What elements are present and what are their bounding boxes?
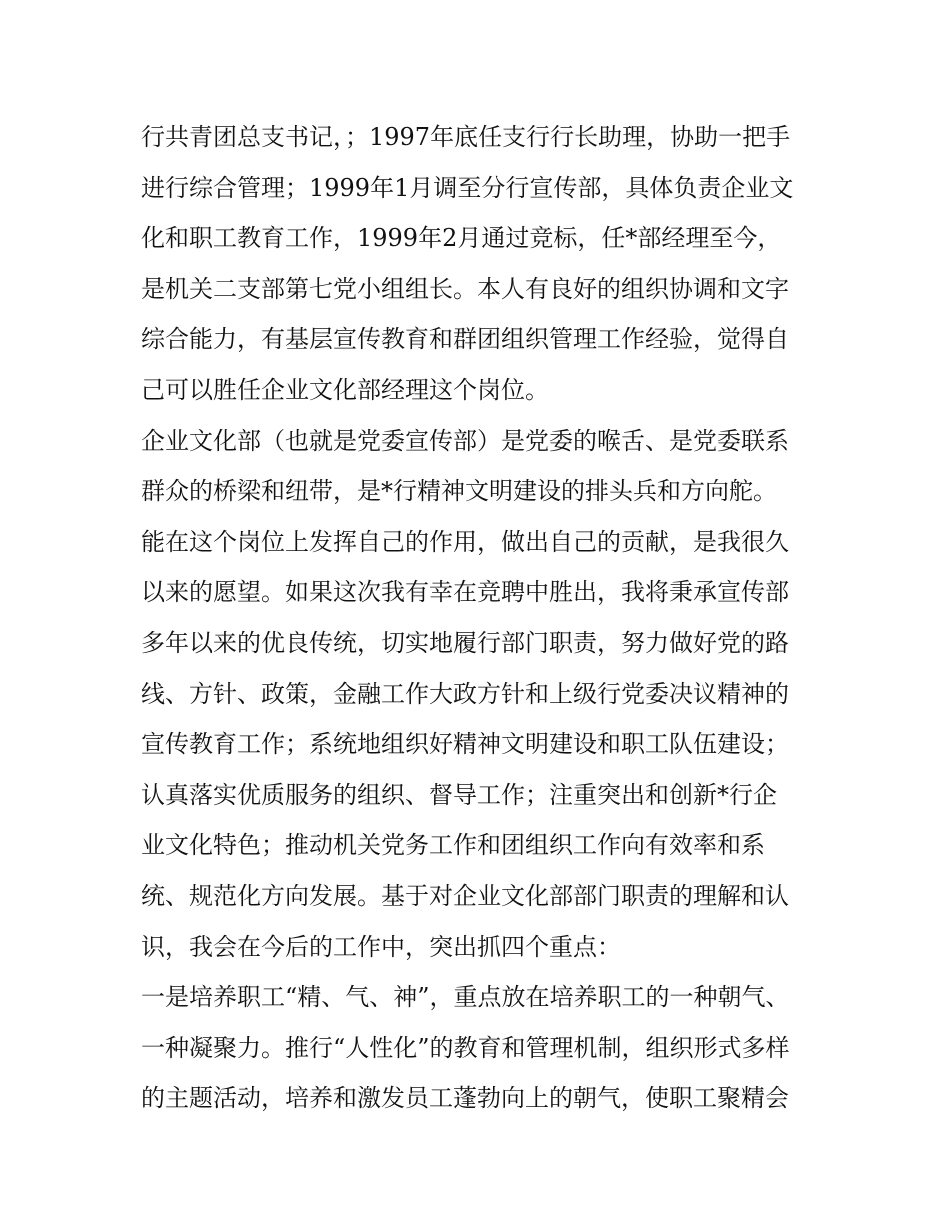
text-line: 多年以来的优良传统，切实地履行部门职责，努力做好党的路 — [141, 628, 789, 657]
text-line: 行共青团总支书记，；1997年底任支行行长助理，协助一把手 — [141, 123, 791, 151]
text-line: 的主题活动，培养和激发员工蓬勃向上的朝气，使职工聚精会 — [141, 1084, 789, 1113]
text-line: 综合能力，有基层宣传教育和群团组织管理工作经验，觉得自 — [141, 325, 789, 354]
text-line: 统、规范化方向发展。基于对企业文化部部门职责的理解和认 — [141, 881, 789, 910]
text-line: 识，我会在今后的工作中，突出抓四个重点： — [141, 932, 621, 961]
text-line: 能在这个岗位上发挥自己的作用，做出自己的贡献，是我很久 — [141, 527, 789, 556]
text-line: 业文化特色；推动机关党务工作和团组织工作向有效率和系 — [141, 831, 765, 860]
text-line: 宣传教育工作；系统地组织好精神文明建设和职工队伍建设； — [141, 730, 789, 759]
text-line: 进行综合管理；1999年1月调至分行宣传部，具体负责企业文 — [141, 173, 794, 202]
text-line: 一是培养职工“精、气、神”，重点放在培养职工的一种朝气、 — [141, 983, 790, 1012]
text-line: 化和职工教育工作，1999年2月通过竞标，任*部经理至今， — [141, 224, 782, 253]
text-line: 群众的桥梁和纽带，是*行精神文明建设的排头兵和方向舵。 — [141, 477, 777, 506]
text-line: 是机关二支部第七党小组组长。本人有良好的组织协调和文字 — [141, 274, 789, 303]
body-text — [141, 112, 821, 1124]
text-line: 一种凝聚力。推行“人性化”的教育和管理机制，组织形式多样 — [141, 1033, 790, 1062]
text-line: 己可以胜任企业文化部经理这个岗位。 — [141, 375, 549, 404]
text-line: 线、方针、政策，金融工作大政方针和上级行党委决议精神的 — [141, 679, 789, 708]
text-line: 以来的愿望。如果这次我有幸在竞聘中胜出，我将秉承宣传部 — [141, 578, 789, 607]
text-line: 认真落实优质服务的组织、督导工作；注重突出和创新*行企 — [141, 780, 777, 809]
text-line: 企业文化部（也就是党委宣传部）是党委的喉舌、是党委联系 — [141, 426, 789, 455]
